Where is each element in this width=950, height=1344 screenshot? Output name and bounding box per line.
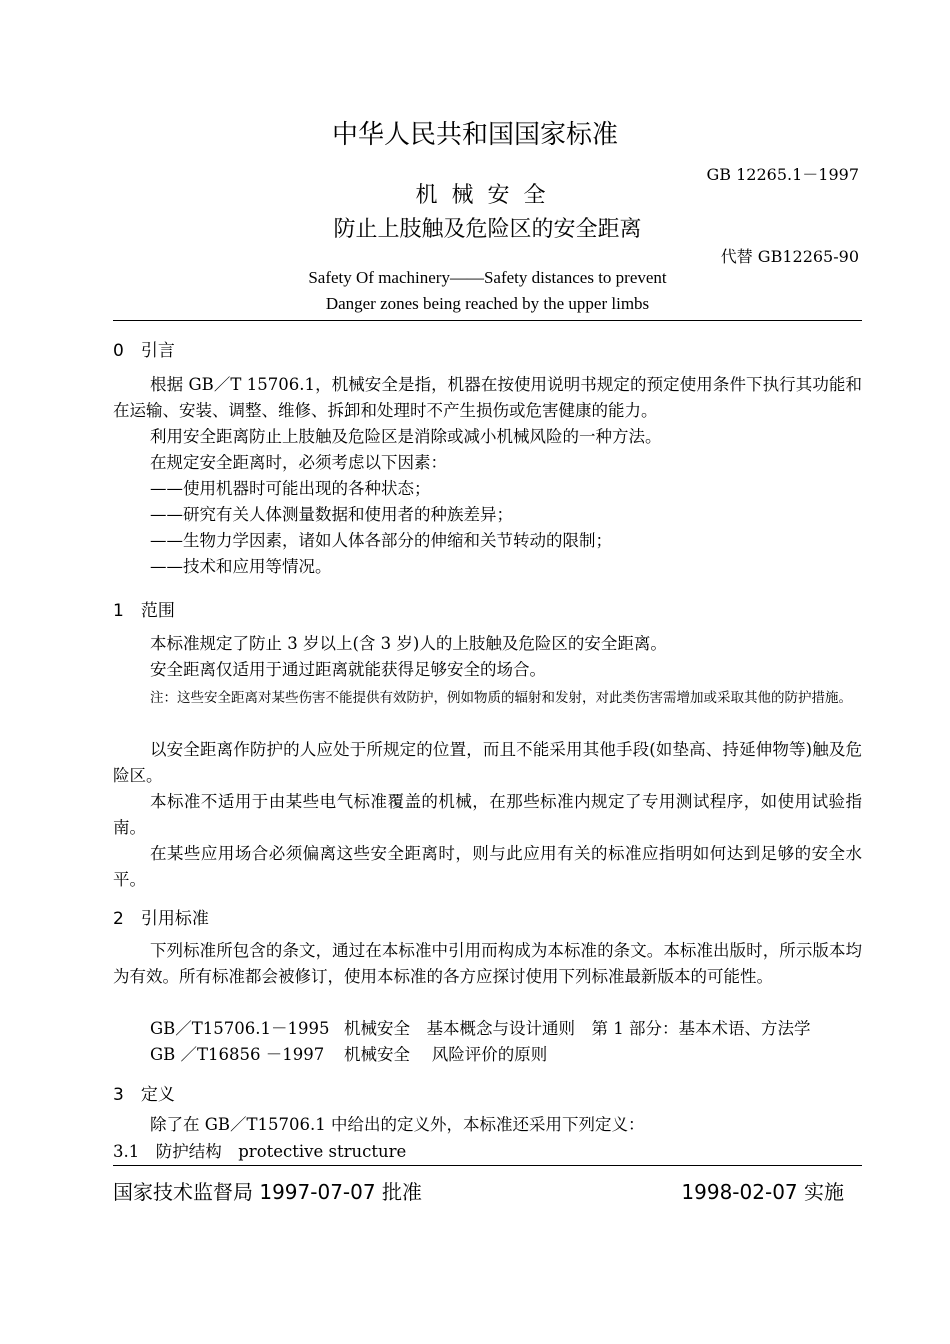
section-0-paragraph-3: 在规定安全距离时，必须考虑以下因素： [150,453,447,472]
reference-title: 机械安全 风险评价的原则 [344,1045,548,1064]
subtitle-safety-distances: 防止上肢触及危险区的安全距离 [333,217,642,242]
section-1-paragraph-2: 安全距离仅适用于通过距离就能获得足够安全的场合。 [150,660,546,679]
section-0-heading: 0 引言 [113,341,175,361]
definition-item-3-1: 3.1 防护结构 protective structure [113,1142,407,1161]
section-0-paragraph-2: 利用安全距离防止上肢触及危险区是消除或减小机械风险的一种方法。 [150,427,662,446]
section-1-paragraph-5: 在某些应用场合必须偏离这些安全距离时，则与此应用有关的标准应指明如何达到足够的安全水平。 [113,844,862,889]
section-2-paragraph-1: 下列标准所包含的条文，通过在本标准中引用而构成为本标准的条文。本标准出版时，所示版本均为有效。所有标准都会被修订，使用本标准的各方应探讨使用下列标准最新版本的可能性。 [113,941,862,986]
footer-divider [113,1165,862,1166]
english-title-line-1: Safety Of machinery——Safety distances to prevent [308,268,667,287]
subtitle-machinery-safety: 机械安全 [415,183,560,208]
list-item: ——使用机器时可能出现的各种状态； [150,479,431,498]
section-1-paragraph-3: 以安全距离作防护的人应处于所规定的位置，而且不能采用其他手段(如垫高、持延伸物等)触及危险区。 [113,740,862,785]
section-3-paragraph-1: 除了在 GB／T15706.1 中给出的定义外，本标准还采用下列定义： [150,1115,645,1134]
effective-date: 1998-02-07 实施 [681,1180,844,1204]
section-0-paragraph-1: 根据 GB／T 15706.1，机械安全是指，机器在按使用说明书规定的预定使用条件下执行其功能和在运输、安装、调整、维修、拆卸和处理时不产生损伤或危害健康的能力。 [113,375,862,420]
reference-code: GB ／T16856 －1997 [150,1045,325,1064]
page-title: 中华人民共和国国家标准 [331,120,618,150]
list-item: ——研究有关人体测量数据和使用者的种族差异； [150,505,513,524]
approval-line: 国家技术监督局 1997-07-07 批准 [113,1180,422,1204]
reference-code: GB／T15706.1－1995 [150,1019,330,1038]
section-1-note: 注：这些安全距离对某些伤害不能提供有效防护，例如物质的辐射和发射，对此类伤害需增加或采取其他的防护措施。 [150,690,852,706]
section-1-paragraph-1: 本标准规定了防止 3 岁以上(含 3 岁)人的上肢触及危险区的安全距离。 [150,634,667,653]
section-1-heading: 1 范围 [113,601,175,621]
section-1-paragraph-4: 本标准不适用于由某些电气标准覆盖的机械，在那些标准内规定了专用测试程序，如使用试验指南。 [113,792,862,837]
list-item: ——技术和应用等情况。 [150,557,332,576]
section-2-heading: 2 引用标准 [113,909,209,929]
replaces-standard: 代替 GB12265-90 [720,247,859,266]
standard-number: GB 12265.1－1997 [706,165,859,184]
reference-title: 机械安全 基本概念与设计通则 第 1 部分：基本术语、方法学 [344,1019,811,1038]
section-3-heading: 3 定义 [113,1085,175,1105]
header-divider [113,320,862,321]
list-item: ——生物力学因素，诸如人体各部分的伸缩和关节转动的限制； [150,531,612,550]
english-title-line-2: Danger zones being reached by the upper limbs [325,294,650,313]
